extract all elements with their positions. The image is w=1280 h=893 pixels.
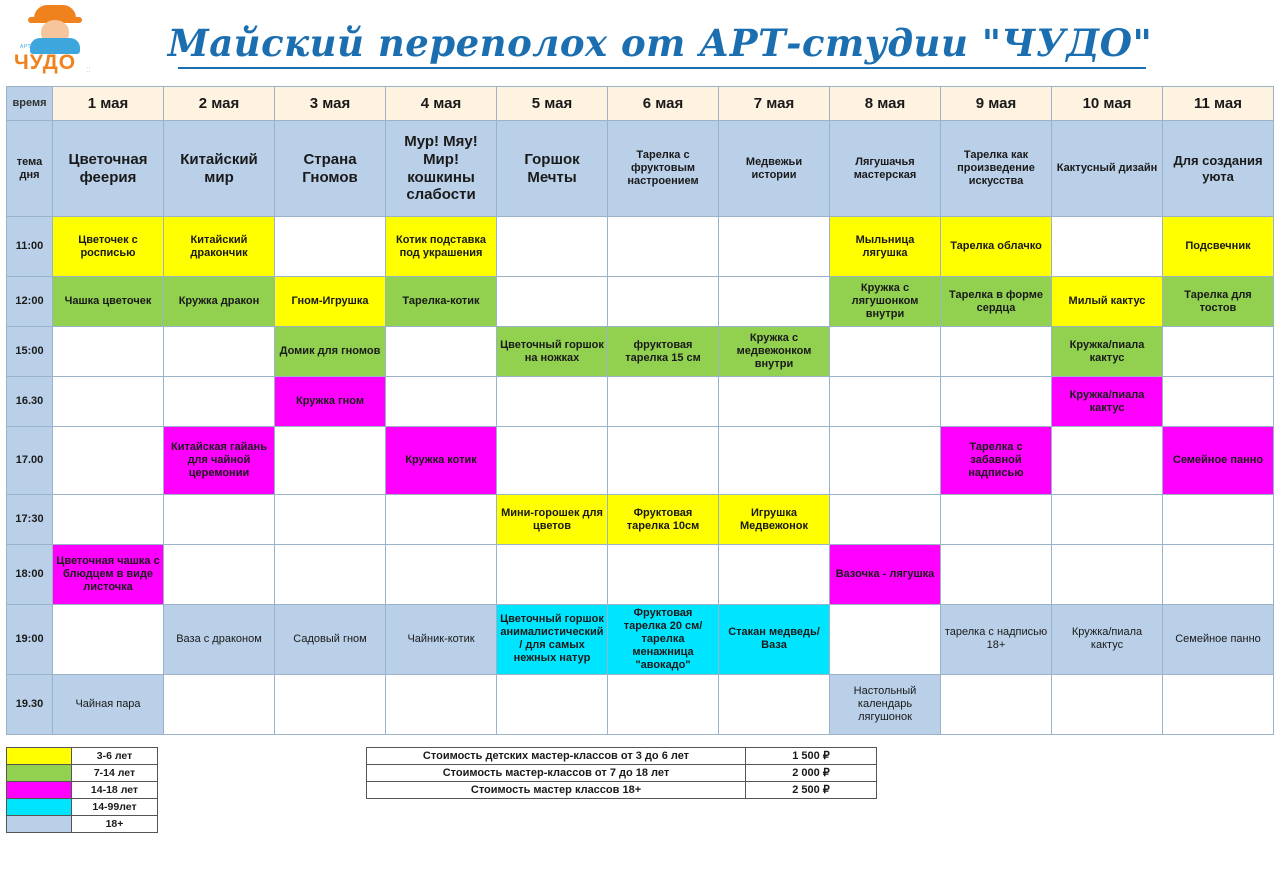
empty-cell bbox=[53, 605, 164, 675]
footer-area bbox=[0, 747, 1280, 833]
legend-color-swatch bbox=[7, 747, 72, 764]
price-row bbox=[367, 781, 877, 798]
workshop-cell[interactable]: Ваза с драконом bbox=[164, 605, 275, 675]
theme-cell: Цветочная феерия bbox=[53, 121, 164, 217]
empty-cell bbox=[275, 674, 386, 734]
legend-color-swatch bbox=[7, 764, 72, 781]
empty-cell bbox=[497, 545, 608, 605]
workshop-cell[interactable]: Тарелка-котик bbox=[386, 277, 497, 327]
empty-cell bbox=[275, 495, 386, 545]
theme-row bbox=[7, 121, 1274, 217]
empty-cell bbox=[53, 377, 164, 427]
time-slot-label: 17.00 bbox=[7, 427, 53, 495]
legend-label: 7-14 лет bbox=[72, 764, 158, 781]
time-slot-label: 19.30 bbox=[7, 674, 53, 734]
table-row bbox=[7, 545, 1274, 605]
empty-cell bbox=[53, 327, 164, 377]
price-value: 1 500 ₽ bbox=[746, 747, 877, 764]
empty-cell bbox=[719, 427, 830, 495]
workshop-cell[interactable]: Тарелка облачко bbox=[941, 217, 1052, 277]
workshop-cell[interactable]: фруктовая тарелка 15 см bbox=[608, 327, 719, 377]
workshop-cell[interactable]: Настольный календарь лягушонок bbox=[830, 674, 941, 734]
empty-cell bbox=[830, 495, 941, 545]
table-row bbox=[7, 277, 1274, 327]
empty-cell bbox=[608, 674, 719, 734]
price-label: Стоимость мастер классов 18+ bbox=[367, 781, 746, 798]
schedule-header-row bbox=[7, 87, 1274, 121]
empty-cell bbox=[275, 427, 386, 495]
empty-cell bbox=[1052, 674, 1163, 734]
workshop-cell[interactable]: Китайский дракончик bbox=[164, 217, 275, 277]
empty-cell bbox=[719, 674, 830, 734]
workshop-cell[interactable]: Фруктовая тарелка 10см bbox=[608, 495, 719, 545]
logo-hat-shape bbox=[34, 5, 76, 21]
workshop-cell[interactable]: Кружка дракон bbox=[164, 277, 275, 327]
price-value: 2 500 ₽ bbox=[746, 781, 877, 798]
day-column-header: 11 мая bbox=[1163, 87, 1274, 121]
day-column-header: 5 мая bbox=[497, 87, 608, 121]
theme-cell: Горшок Мечты bbox=[497, 121, 608, 217]
empty-cell bbox=[830, 377, 941, 427]
empty-cell bbox=[608, 377, 719, 427]
workshop-cell[interactable]: Чайная пара bbox=[53, 674, 164, 734]
workshop-cell[interactable]: Игрушка Медвежонок bbox=[719, 495, 830, 545]
empty-cell bbox=[497, 377, 608, 427]
empty-cell bbox=[941, 327, 1052, 377]
empty-cell bbox=[53, 495, 164, 545]
day-column-header: 7 мая bbox=[719, 87, 830, 121]
theme-cell: Страна Гномов bbox=[275, 121, 386, 217]
legend-color-swatch bbox=[7, 781, 72, 798]
price-table bbox=[366, 747, 877, 799]
legend-row bbox=[7, 747, 158, 764]
empty-cell bbox=[719, 545, 830, 605]
legend-label: 3-6 лет bbox=[72, 747, 158, 764]
workshop-cell[interactable]: Цветочная чашка с блюдцем в виде листочка bbox=[53, 545, 164, 605]
empty-cell bbox=[497, 277, 608, 327]
workshop-cell[interactable]: Садовый гном bbox=[275, 605, 386, 675]
empty-cell bbox=[164, 674, 275, 734]
empty-cell bbox=[1163, 495, 1274, 545]
empty-cell bbox=[386, 495, 497, 545]
workshop-cell[interactable]: Гном-Игрушка bbox=[275, 277, 386, 327]
empty-cell bbox=[497, 427, 608, 495]
logo-corner-mark: :: bbox=[86, 65, 91, 74]
workshop-cell[interactable]: Кружка котик bbox=[386, 427, 497, 495]
legend-label: 14-99лет bbox=[72, 798, 158, 815]
theme-cell: Для создания уюта bbox=[1163, 121, 1274, 217]
legend-row bbox=[7, 764, 158, 781]
legend-color-swatch bbox=[7, 815, 72, 832]
empty-cell bbox=[164, 495, 275, 545]
time-slot-label: 15:00 bbox=[7, 327, 53, 377]
day-column-header: 1 мая bbox=[53, 87, 164, 121]
price-row bbox=[367, 764, 877, 781]
table-row bbox=[7, 427, 1274, 495]
workshop-cell[interactable]: Китайская гайань для чайной церемонии bbox=[164, 427, 275, 495]
workshop-cell[interactable]: Мыльница лягушка bbox=[830, 217, 941, 277]
empty-cell bbox=[608, 217, 719, 277]
table-row bbox=[7, 674, 1274, 734]
day-column-header: 9 мая bbox=[941, 87, 1052, 121]
legend-label: 18+ bbox=[72, 815, 158, 832]
workshop-cell[interactable]: Кружка/пиала кактус bbox=[1052, 327, 1163, 377]
empty-cell bbox=[719, 217, 830, 277]
workshop-cell[interactable]: Кружка/пиала кактус bbox=[1052, 605, 1163, 675]
time-slot-label: 12:00 bbox=[7, 277, 53, 327]
page-title bbox=[168, 21, 1153, 65]
page-title-text: Майский переполох от АРТ-студии "ЧУДО" bbox=[167, 21, 1153, 65]
time-slot-label: 16.30 bbox=[7, 377, 53, 427]
workshop-cell[interactable]: Семейное панно bbox=[1163, 427, 1274, 495]
empty-cell bbox=[719, 277, 830, 327]
workshop-cell[interactable]: Цветочный горшок анималистический/ для самых нежных натур bbox=[497, 605, 608, 675]
workshop-cell[interactable]: тарелка с надписью 18+ bbox=[941, 605, 1052, 675]
price-row bbox=[367, 747, 877, 764]
footer-spacer bbox=[158, 747, 366, 833]
title-underline bbox=[178, 67, 1147, 69]
legend-row bbox=[7, 781, 158, 798]
day-column-header: 2 мая bbox=[164, 87, 275, 121]
empty-cell bbox=[1163, 545, 1274, 605]
empty-cell bbox=[719, 377, 830, 427]
empty-cell bbox=[164, 377, 275, 427]
theme-cell: Медвежьи истории bbox=[719, 121, 830, 217]
time-slot-label: 18:00 bbox=[7, 545, 53, 605]
time-slot-label: 11:00 bbox=[7, 217, 53, 277]
price-label: Стоимость мастер-классов от 7 до 18 лет bbox=[367, 764, 746, 781]
day-column-header: 6 мая bbox=[608, 87, 719, 121]
workshop-cell[interactable]: Кружка с медвежонком внутри bbox=[719, 327, 830, 377]
workshop-cell[interactable]: Домик для гномов bbox=[275, 327, 386, 377]
poster-header bbox=[0, 0, 1280, 86]
legend-label: 14-18 лет bbox=[72, 781, 158, 798]
theme-row-label: тема дня bbox=[7, 121, 53, 217]
empty-cell bbox=[1052, 427, 1163, 495]
workshop-cell[interactable]: Тарелка в форме сердца bbox=[941, 277, 1052, 327]
table-row bbox=[7, 495, 1274, 545]
empty-cell bbox=[608, 277, 719, 327]
time-slot-label: 19:00 bbox=[7, 605, 53, 675]
schedule-table bbox=[6, 86, 1274, 735]
empty-cell bbox=[608, 545, 719, 605]
empty-cell bbox=[164, 545, 275, 605]
workshop-cell[interactable]: Кружка/пиала кактус bbox=[1052, 377, 1163, 427]
day-column-header: 10 мая bbox=[1052, 87, 1163, 121]
workshop-cell[interactable]: Фруктовая тарелка 20 см/ тарелка менажница "авокадо" bbox=[608, 605, 719, 675]
table-row bbox=[7, 327, 1274, 377]
workshop-cell[interactable]: Цветочек с росписью bbox=[53, 217, 164, 277]
theme-cell: Тарелка с фруктовым настроением bbox=[608, 121, 719, 217]
workshop-cell[interactable]: Цветочный горшок на ножках bbox=[497, 327, 608, 377]
workshop-cell[interactable]: Кружка гном bbox=[275, 377, 386, 427]
empty-cell bbox=[1163, 327, 1274, 377]
logo-brand: ЧУДО bbox=[14, 51, 77, 74]
empty-cell bbox=[275, 545, 386, 605]
workshop-cell[interactable]: Тарелка для тостов bbox=[1163, 277, 1274, 327]
empty-cell bbox=[386, 545, 497, 605]
workshop-cell[interactable]: Мини-горошек для цветов bbox=[497, 495, 608, 545]
empty-cell bbox=[1163, 674, 1274, 734]
workshop-cell[interactable]: Котик подставка под украшения bbox=[386, 217, 497, 277]
workshop-cell[interactable]: Кружка с лягушонком внутри bbox=[830, 277, 941, 327]
empty-cell bbox=[386, 327, 497, 377]
workshop-cell[interactable]: Подсвечник bbox=[1163, 217, 1274, 277]
empty-cell bbox=[830, 327, 941, 377]
empty-cell bbox=[497, 674, 608, 734]
theme-cell: Китайский мир bbox=[164, 121, 275, 217]
legend-color-swatch bbox=[7, 798, 72, 815]
empty-cell bbox=[1052, 495, 1163, 545]
workshop-cell[interactable]: Чайник-котик bbox=[386, 605, 497, 675]
empty-cell bbox=[386, 674, 497, 734]
theme-cell: Тарелка как произведение искусства bbox=[941, 121, 1052, 217]
table-row bbox=[7, 217, 1274, 277]
empty-cell bbox=[941, 545, 1052, 605]
legend-row bbox=[7, 815, 158, 832]
empty-cell bbox=[608, 427, 719, 495]
theme-cell: Мур! Мяу! Мир! кошкины слабости bbox=[386, 121, 497, 217]
table-row bbox=[7, 377, 1274, 427]
empty-cell bbox=[53, 427, 164, 495]
time-slot-label: 17:30 bbox=[7, 495, 53, 545]
empty-cell bbox=[1052, 217, 1163, 277]
workshop-cell[interactable]: Тарелка с забавной надписью bbox=[941, 427, 1052, 495]
title-container bbox=[100, 21, 1280, 65]
logo-tagline: АРТ-СТУДИЯ bbox=[20, 44, 57, 50]
workshop-cell[interactable]: Семейное панно bbox=[1163, 605, 1274, 675]
empty-cell bbox=[497, 217, 608, 277]
price-value: 2 000 ₽ bbox=[746, 764, 877, 781]
studio-logo bbox=[8, 3, 100, 83]
workshop-cell[interactable]: Милый кактус bbox=[1052, 277, 1163, 327]
empty-cell bbox=[941, 377, 1052, 427]
day-column-header: 8 мая bbox=[830, 87, 941, 121]
legend-row bbox=[7, 798, 158, 815]
empty-cell bbox=[386, 377, 497, 427]
day-column-header: 3 мая bbox=[275, 87, 386, 121]
empty-cell bbox=[830, 605, 941, 675]
empty-cell bbox=[941, 674, 1052, 734]
table-row bbox=[7, 605, 1274, 675]
empty-cell bbox=[1052, 545, 1163, 605]
workshop-cell[interactable]: Стакан медведь/Ваза bbox=[719, 605, 830, 675]
age-legend-table bbox=[6, 747, 158, 833]
theme-cell: Лягушачья мастерская bbox=[830, 121, 941, 217]
day-column-header: 4 мая bbox=[386, 87, 497, 121]
workshop-cell[interactable]: Вазочка - лягушка bbox=[830, 545, 941, 605]
theme-cell: Кактусный дизайн bbox=[1052, 121, 1163, 217]
price-label: Стоимость детских мастер-классов от 3 до 6 лет bbox=[367, 747, 746, 764]
empty-cell bbox=[164, 327, 275, 377]
empty-cell bbox=[830, 427, 941, 495]
workshop-cell[interactable]: Чашка цветочек bbox=[53, 277, 164, 327]
empty-cell bbox=[941, 495, 1052, 545]
empty-cell bbox=[275, 217, 386, 277]
time-column-header: время bbox=[7, 87, 53, 121]
empty-cell bbox=[1163, 377, 1274, 427]
